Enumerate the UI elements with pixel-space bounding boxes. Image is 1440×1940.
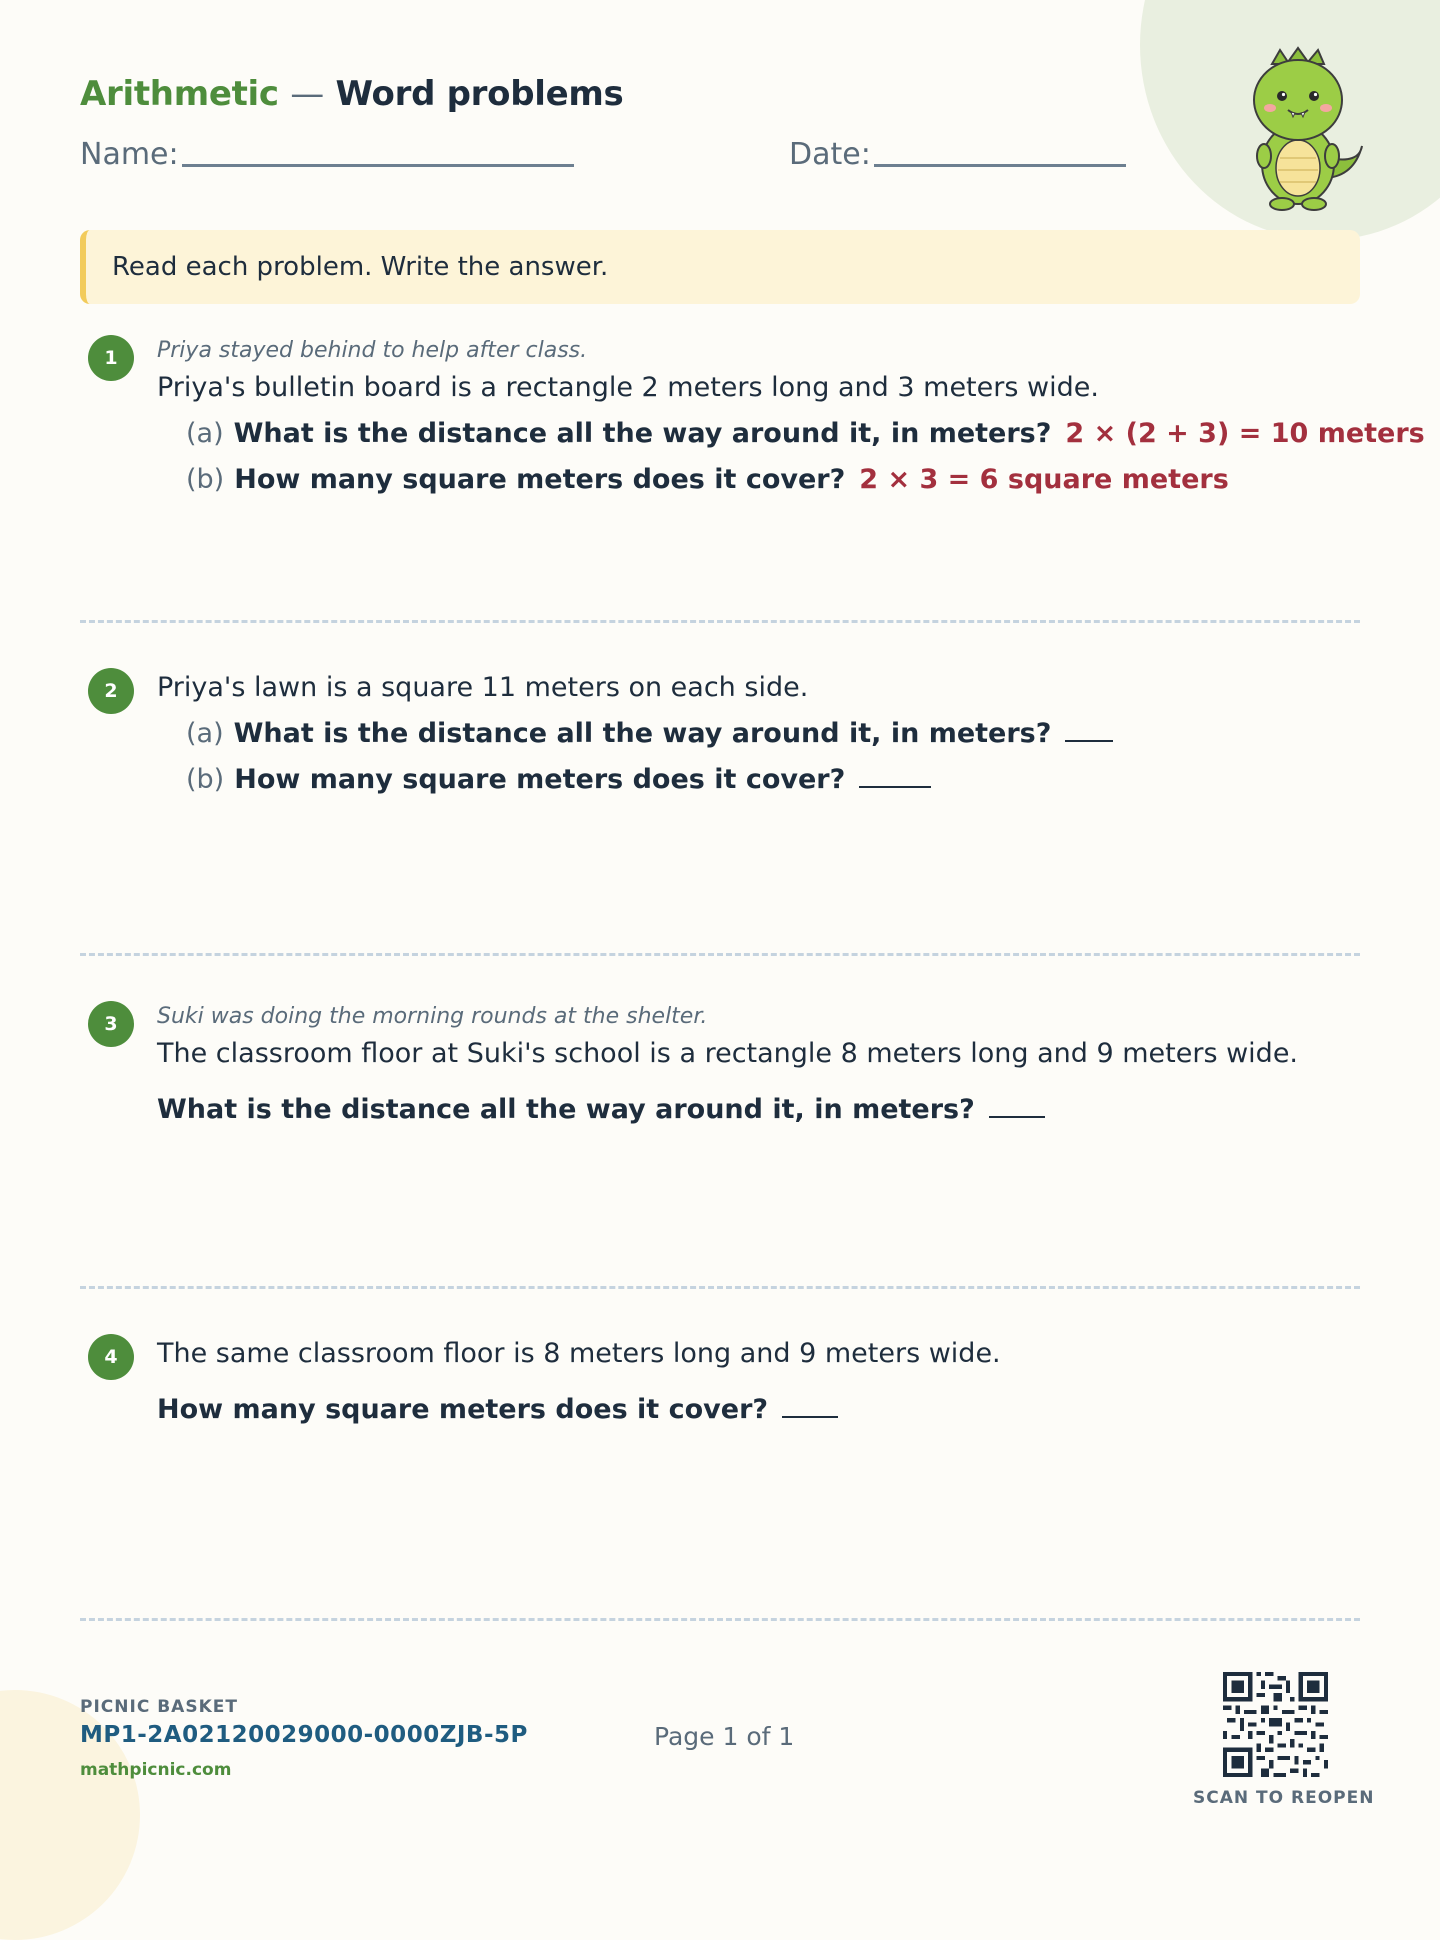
problem-divider (80, 620, 1360, 623)
problem-divider (80, 1618, 1360, 1621)
problem-context: Suki was doing the morning rounds at the shelter. (157, 1004, 708, 1029)
worksheet-code: MP1-2A02120029000-0000ZJB-5P (80, 1722, 528, 1748)
footer-brand: PICNIC BASKET (80, 1697, 238, 1717)
problem-context: Priya stayed behind to help after class. (157, 338, 588, 363)
part-answer: 2 × 3 = 6 square meters (859, 464, 1229, 495)
qr-caption: SCAN TO REOPEN (1193, 1788, 1375, 1808)
problem-stem: The classroom floor at Suki's school is a rectangle 8 meters long and 9 meters wide. (157, 1038, 1299, 1069)
problem-divider (80, 1286, 1360, 1289)
problem-number-badge: 1 (88, 335, 134, 381)
part-label: (b) (186, 764, 225, 795)
answer-blank[interactable] (989, 1115, 1045, 1118)
problem-divider (80, 953, 1360, 956)
problem-number-badge: 4 (88, 1334, 134, 1380)
dinosaur-mascot-icon (1234, 46, 1364, 216)
problem-stem: Priya's bulletin board is a rectangle 2 meters long and 3 meters wide. (157, 372, 1099, 403)
title-topic: Arithmetic (80, 74, 279, 114)
footer-site-link[interactable]: mathpicnic.com (80, 1760, 232, 1780)
date-label: Date: (789, 137, 871, 172)
part-label: (a) (186, 718, 224, 749)
name-label: Name: (80, 137, 179, 172)
qr-code-icon[interactable] (1223, 1672, 1328, 1777)
problem-number-badge: 3 (88, 1001, 134, 1047)
problem-question (157, 1394, 838, 1425)
answer-blank[interactable] (782, 1415, 838, 1418)
part-question: How many square meters does it cover? (234, 764, 846, 795)
problem-stem: Priya's lawn is a square 11 meters on each side. (157, 672, 809, 703)
problem-part-a (186, 718, 1113, 749)
question-text: How many square meters does it cover? (157, 1394, 769, 1425)
date-field[interactable] (874, 164, 1126, 167)
part-label: (a) (186, 418, 224, 449)
problem-number-badge: 2 (88, 668, 134, 714)
worksheet-title (80, 74, 623, 114)
question-text: What is the distance all the way around it, in meters? (157, 1094, 975, 1125)
part-question: How many square meters does it cover? (234, 464, 846, 495)
part-question: What is the distance all the way around it, in meters? (233, 418, 1052, 449)
page-indicator: Page 1 of 1 (654, 1722, 795, 1751)
answer-blank[interactable] (1065, 739, 1113, 742)
problem-stem: The same classroom floor is 8 meters long and 9 meters wide. (157, 1338, 1001, 1369)
problem-question (157, 1094, 1045, 1125)
part-question: What is the distance all the way around it, in meters? (233, 718, 1052, 749)
part-answer: 2 × (2 + 3) = 10 meters (1065, 418, 1425, 449)
name-field[interactable] (182, 164, 574, 167)
problem-part-b (186, 764, 931, 795)
problem-part-b (186, 464, 1229, 495)
part-label: (b) (186, 464, 225, 495)
title-subtitle: Word problems (335, 74, 624, 114)
title-dash: — (290, 74, 324, 114)
instructions-banner: Read each problem. Write the answer. (80, 230, 1360, 304)
problem-part-a (186, 418, 1425, 449)
answer-blank[interactable] (859, 785, 931, 788)
